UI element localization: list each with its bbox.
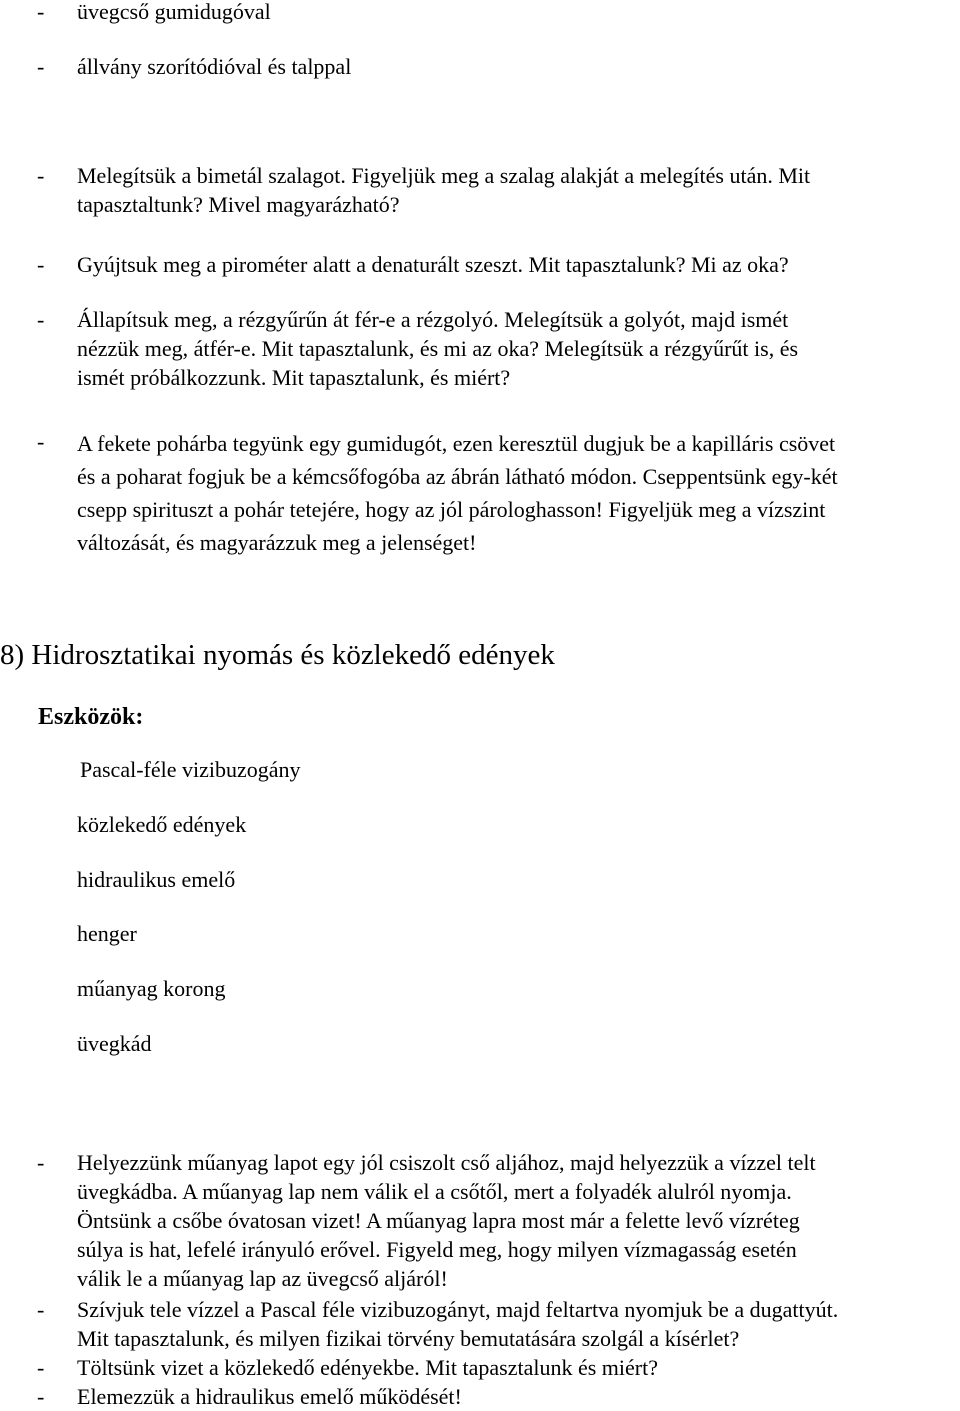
list-item-line: Melegítsük a bimetál szalagot. Figyeljük meg a szalag alakját a melegítés után. Mit (77, 163, 811, 188)
tool-item: üvegkád (77, 1031, 152, 1056)
list-item-line: válik le a műanyag lap az üvegcső aljáról! (77, 1266, 448, 1291)
section-title: 8) Hidrosztatikai nyomás és közlekedő edények (0, 639, 555, 671)
tool-item: hidraulikus emelő (77, 867, 236, 892)
list-item-line: üvegkádba. A műanyag lap nem válik el a csőtől, mert a folyadék alulról nyomja. (77, 1179, 792, 1204)
tool-item: közlekedő edények (77, 812, 247, 837)
list-item-line: Állapítsuk meg, a rézgyűrűn át fér-e a rézgolyó. Melegítsük a golyót, majd ismét (77, 307, 789, 332)
list-item-line: nézzük meg, átfér-e. Mit tapasztalunk, és mi az oka? Melegítsük a rézgyűrűt is, és (77, 336, 799, 361)
list-item-line: A fekete pohárba tegyünk egy gumidugót, ezen keresztül dugjuk be a kapilláris csövet (77, 431, 836, 456)
list-item-line: Öntsünk a csőbe óvatosan vizet! A műanyag lapra most már a felette levő vízréteg (77, 1208, 800, 1233)
list-item-line: súlya is hat, lefelé irányuló erővel. Figyeld meg, hogy milyen vízmagasság esetén (77, 1237, 797, 1262)
list-item-line: üvegcső gumidugóval (77, 0, 271, 24)
list-item-line: változását, és magyarázzuk meg a jelenséget! (77, 530, 477, 555)
list-item-line: állvány szorítódióval és talppal (77, 54, 352, 79)
list-item-line: Szívjuk tele vízzel a Pascal féle vizibuzogányt, majd feltartva nyomjuk be a dugattyút. (77, 1297, 839, 1322)
list-item-line: Gyújtsuk meg a pirométer alatt a denaturált szeszt. Mit tapasztalunk? Mi az oka? (77, 252, 789, 277)
list-item-line: Elemezzük a hidraulikus emelő működését! (77, 1384, 462, 1409)
list-item-line: csepp spirituszt a pohár tetejére, hogy az jól párologhasson! Figyeljük meg a vízszint (77, 497, 826, 522)
tool-item: henger (77, 921, 137, 946)
tool-item: Pascal-féle vizibuzogány (80, 757, 301, 782)
document-page: - üvegcső gumidugóval - állvány szorítódióval és talppal - Melegítsük a bimetál szalagot. Figyeljük meg a szalag alakját a melegítés után. Mit tapasztaltunk? Mivel magyarázható? - Gyújtsuk meg a pirométer alatt a denaturált szeszt. Mit tapasztalunk? Mi az oka? - Állapítsuk meg, a rézgyűrűn át fér-e a rézgolyó. Melegítsük a golyót, majd ismét nézzük meg, átfér-e. Mit tapasztalunk, és mi az oka? Melegítsük a rézgyűrűt is, és ismét próbálkozzunk. Mit tapasztalunk, és miért? - A fekete pohárba tegyünk egy gumidugót, ezen keresztül dugjuk be a kapilláris csövet és a poharat fogjuk be a kémcsőfogóba az ábrán látható módon. Cseppentsünk egy-két csepp spirituszt a pohár tetejére, hogy az jól párologhasson! Figyeljük meg a vízszint változását, és magyarázzuk meg a jelenséget! 8) Hidrosztatikai nyomás és közlekedő edények Eszközök: Pascal-féle vizibuzogány közlekedő edények hidraulikus emelő henger műanyag korong üvegkád - Helyezzünk műanyag lapot egy jól csiszolt cső aljához, majd helyezzük a vízzel telt üvegkádba. A műanyag lap nem válik el a csőtől, mert a folyadék alulról nyomja. Öntsünk a csőbe óvatosan vizet! A műanyag lapra most már a felette levő vízréteg súlya is hat, lefelé irányuló erővel. Figyeld meg, hogy milyen vízmagasság esetén válik le a műanyag lap az üvegcső aljáról! - Szívjuk tele vízzel a Pascal féle vizibuzogányt, majd feltartva nyomjuk be a dugattyút. Mit tapasztalunk, és milyen fizikai törvény bemutatására szolgál a kísérlet? - Töltsünk vizet a közlekedő edényekbe. Mit tapasztalunk és miért? - Elemezzük a hidraulikus emelő működését! (0, 0, 960, 1409)
list-item-line: ismét próbálkozzunk. Mit tapasztalunk, és miért? (77, 365, 511, 390)
tools-heading: Eszközök: (38, 704, 144, 730)
list-item-line: Helyezzünk műanyag lapot egy jól csiszolt cső aljához, majd helyezzük a vízzel telt (77, 1150, 816, 1175)
tool-item: műanyag korong (77, 976, 226, 1001)
list-item-line: Töltsünk vizet a közlekedő edényekbe. Mit tapasztalunk és miért? (77, 1355, 658, 1380)
list-item-line: és a poharat fogjuk be a kémcsőfogóba az ábrán látható módon. Cseppentsünk egy-két (77, 464, 838, 489)
list-item-line: Mit tapasztalunk, és milyen fizikai törvény bemutatására szolgál a kísérlet? (77, 1326, 740, 1351)
list-item-line: tapasztaltunk? Mivel magyarázható? (77, 192, 400, 217)
